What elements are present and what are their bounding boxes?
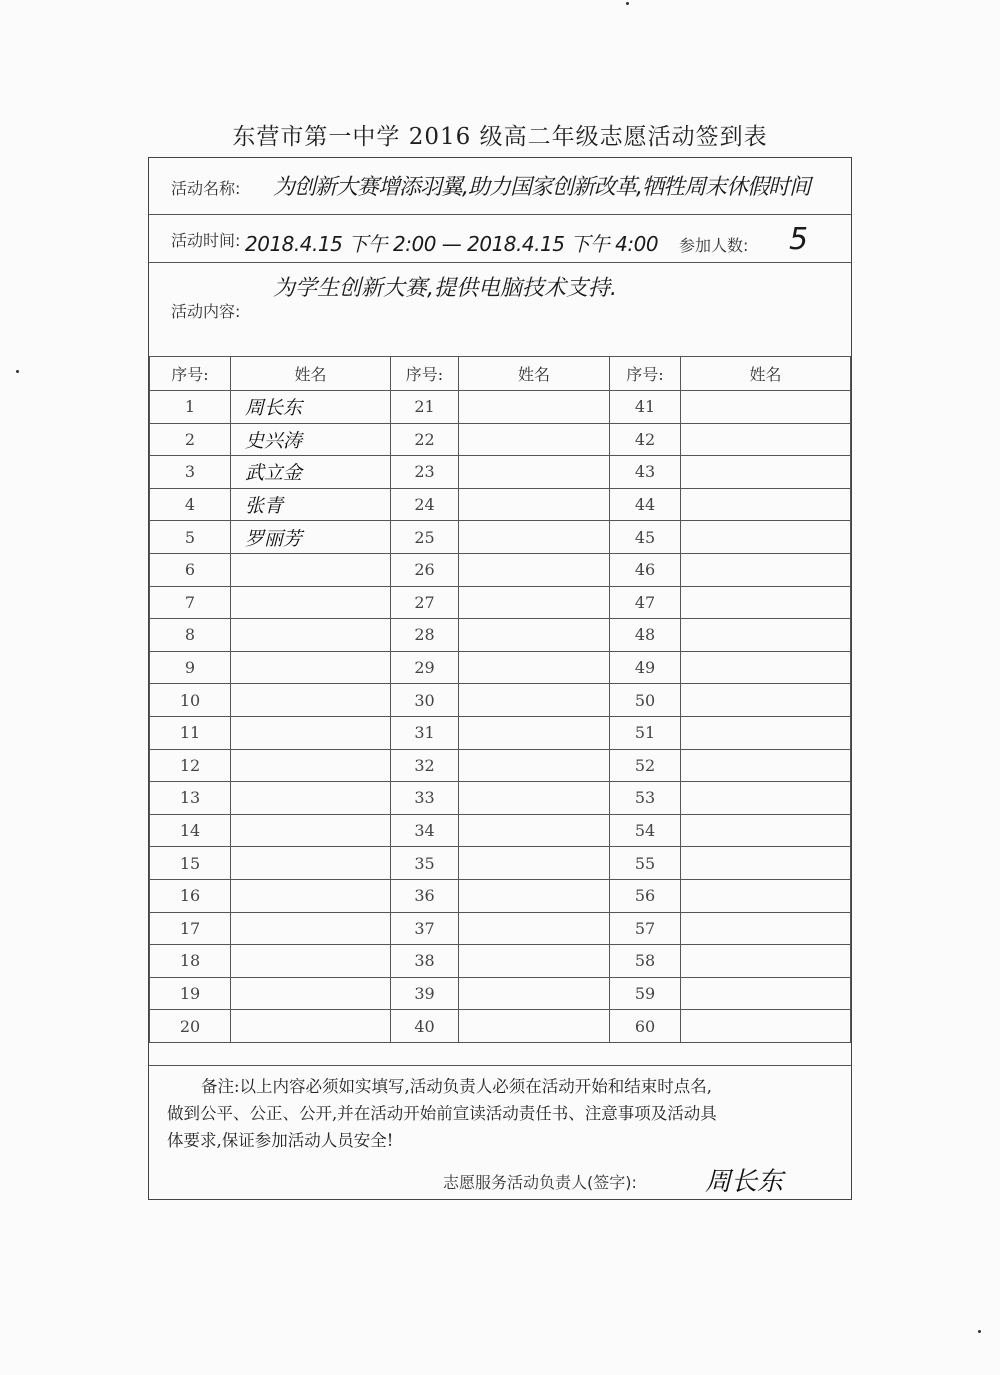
table-row [150,814,851,847]
scan-speck [16,370,19,373]
signed-name [459,787,473,809]
name-cell [459,423,610,456]
name-cell [459,782,610,815]
signed-name [459,657,473,679]
seq-cell: 22 [391,423,459,456]
seq-cell: 50 [610,684,681,717]
header-name: 姓名 [231,357,391,391]
table-header-row [150,357,851,391]
name-cell [681,391,851,424]
signed-name [459,754,473,776]
signed-name [231,950,245,972]
name-cell [459,847,610,880]
seq-cell: 54 [610,814,681,847]
seq-cell: 32 [391,749,459,782]
signed-name [459,950,473,972]
signin-table [149,356,851,1043]
name-cell [231,521,391,554]
name-cell [459,488,610,521]
table-row [150,651,851,684]
table-row [150,1010,851,1043]
name-cell [231,716,391,749]
signed-name [681,494,695,516]
seq-cell: 35 [391,847,459,880]
signed-name [459,461,473,483]
table-row [150,423,851,456]
name-cell [681,814,851,847]
activity-name-value: 为创新大赛增添羽翼,助力国家创新改革,牺牲周末休假时间 [273,175,810,200]
signed-name [231,657,245,679]
seq-cell: 6 [150,553,231,586]
seq-cell: 1 [150,391,231,424]
seq-cell: 29 [391,651,459,684]
signed-name [231,1015,245,1037]
signed-name [231,591,245,613]
participants-value: 5 [789,222,809,257]
table-row [150,782,851,815]
name-cell [231,945,391,978]
seq-cell: 14 [150,814,231,847]
name-cell [459,716,610,749]
scan-speck [978,1330,981,1333]
signed-name [681,461,695,483]
table-row [150,912,851,945]
table-row [150,716,851,749]
seq-cell: 43 [610,456,681,489]
signed-name [459,982,473,1004]
signed-name [459,396,473,418]
seq-cell: 11 [150,716,231,749]
activity-content-value: 为学生创新大赛,提供电脑技术支持. [273,276,617,301]
name-cell [231,391,391,424]
name-cell [459,651,610,684]
name-cell [231,488,391,521]
table-row [150,456,851,489]
name-cell [459,749,610,782]
name-cell [681,488,851,521]
name-cell [681,423,851,456]
seq-cell: 16 [150,879,231,912]
signed-name [459,428,473,450]
name-cell [231,847,391,880]
activity-time-value: 2018.4.15 下午 2:00 — 2018.4.15 下午 4:00 [245,232,659,256]
seq-cell: 24 [391,488,459,521]
name-cell [459,521,610,554]
signed-name [459,494,473,516]
signed-name: 罗丽芳 [245,527,303,550]
table-row [150,879,851,912]
name-cell [231,879,391,912]
signed-name [459,1015,473,1037]
signed-name [681,885,695,907]
table-row [150,749,851,782]
signed-name: 张青 [245,495,284,518]
table-row [150,684,851,717]
signed-name [681,820,695,842]
seq-cell: 49 [610,651,681,684]
signed-name [681,657,695,679]
seq-cell: 2 [150,423,231,456]
seq-cell: 34 [391,814,459,847]
name-cell [681,782,851,815]
name-cell [231,423,391,456]
name-cell [459,456,610,489]
seq-cell: 21 [391,391,459,424]
name-cell [681,912,851,945]
signed-name [459,689,473,711]
table-row [150,521,851,554]
seq-cell: 4 [150,488,231,521]
name-cell [459,945,610,978]
name-cell [231,1010,391,1043]
seq-cell: 53 [610,782,681,815]
name-cell [459,553,610,586]
name-cell [681,521,851,554]
header-seq: 序号: [150,357,231,391]
signed-name [681,1015,695,1037]
seq-cell: 23 [391,456,459,489]
seq-cell: 57 [610,912,681,945]
name-cell [459,879,610,912]
signed-name [681,591,695,613]
name-cell [681,879,851,912]
scan-speck [626,2,629,5]
name-cell [681,749,851,782]
signed-name [459,526,473,548]
seq-cell: 58 [610,945,681,978]
signed-name [681,950,695,972]
seq-cell: 45 [610,521,681,554]
seq-cell: 28 [391,619,459,652]
name-cell [681,456,851,489]
seq-cell: 39 [391,977,459,1010]
notes-line: 做到公平、公正、公开,并在活动开始前宣读活动责任书、注意事项及活动具 [167,1104,717,1123]
seq-cell: 18 [150,945,231,978]
signed-name [681,917,695,939]
name-cell [231,782,391,815]
name-cell [681,945,851,978]
table-row [150,619,851,652]
seq-cell: 40 [391,1010,459,1043]
signed-name [681,559,695,581]
signed-name [681,787,695,809]
signed-name: 周长东 [245,397,303,420]
seq-cell: 36 [391,879,459,912]
seq-cell: 51 [610,716,681,749]
name-cell [459,586,610,619]
name-cell [231,749,391,782]
signin-sheet [148,157,852,1200]
signed-name [681,428,695,450]
signed-name [681,396,695,418]
seq-cell: 59 [610,977,681,1010]
seq-cell: 19 [150,977,231,1010]
table-row [150,553,851,586]
seq-cell: 52 [610,749,681,782]
activity-content-label: 活动内容: [171,302,241,321]
signed-name [231,689,245,711]
signature-label: 志愿服务活动负责人(签字): [443,1173,637,1192]
name-cell [681,1010,851,1043]
name-cell [681,553,851,586]
name-cell [231,619,391,652]
signed-name [231,982,245,1004]
name-cell [231,553,391,586]
name-cell [231,651,391,684]
seq-cell: 30 [391,684,459,717]
signed-name [681,526,695,548]
seq-cell: 60 [610,1010,681,1043]
seq-cell: 5 [150,521,231,554]
signed-name [231,917,245,939]
name-cell [459,391,610,424]
seq-cell: 46 [610,553,681,586]
seq-cell: 56 [610,879,681,912]
signed-name [231,754,245,776]
seq-cell: 27 [391,586,459,619]
signed-name [459,885,473,907]
signed-name [681,624,695,646]
table-row [150,488,851,521]
signed-name [231,624,245,646]
table-row [150,391,851,424]
seq-cell: 26 [391,553,459,586]
table-row [150,586,851,619]
seq-cell: 33 [391,782,459,815]
seq-cell: 48 [610,619,681,652]
table-row [150,847,851,880]
seq-cell: 55 [610,847,681,880]
signed-name [459,591,473,613]
divider [149,262,851,263]
name-cell [459,1010,610,1043]
page-title: 东营市第一中学 2016 级高二年级志愿活动签到表 [232,124,768,150]
signed-name [459,559,473,581]
seq-cell: 41 [610,391,681,424]
signed-name [681,722,695,744]
participants-label: 参加人数: [679,236,749,255]
signed-name [231,787,245,809]
name-cell [459,977,610,1010]
signed-name [681,689,695,711]
header-name: 姓名 [459,357,610,391]
signed-name [231,852,245,874]
seq-cell: 8 [150,619,231,652]
name-cell [681,619,851,652]
activity-time-label: 活动时间: [171,231,241,250]
signed-name [459,917,473,939]
name-cell [231,684,391,717]
notes-line: 体要求,保证参加活动人员安全! [167,1131,394,1150]
signed-name: 武立金 [245,462,303,485]
table-row [150,945,851,978]
seq-cell: 20 [150,1010,231,1043]
name-cell [459,684,610,717]
name-cell [681,716,851,749]
name-cell [459,619,610,652]
name-cell [231,814,391,847]
signed-name [681,852,695,874]
name-cell [681,847,851,880]
seq-cell: 17 [150,912,231,945]
seq-cell: 9 [150,651,231,684]
name-cell [231,586,391,619]
signed-name [459,852,473,874]
name-cell [681,684,851,717]
seq-cell: 15 [150,847,231,880]
header-seq: 序号: [610,357,681,391]
name-cell [681,651,851,684]
signed-name: 史兴涛 [245,429,303,452]
seq-cell: 3 [150,456,231,489]
notes-line: 备注:以上内容必须如实填写,活动负责人必须在活动开始和结束时点名, [201,1077,713,1096]
signed-name [459,624,473,646]
seq-cell: 10 [150,684,231,717]
seq-cell: 37 [391,912,459,945]
signed-name [231,722,245,744]
seq-cell: 47 [610,586,681,619]
signed-name [231,820,245,842]
name-cell [231,912,391,945]
name-cell [459,814,610,847]
activity-name-label: 活动名称: [171,179,241,198]
seq-cell: 7 [150,586,231,619]
name-cell [681,977,851,1010]
seq-cell: 44 [610,488,681,521]
signed-name [459,820,473,842]
signature: 周长东 [705,1167,784,1197]
seq-cell: 12 [150,749,231,782]
notes [149,1065,849,1154]
header-seq: 序号: [391,357,459,391]
table-row [150,977,851,1010]
signed-name [681,982,695,1004]
seq-cell: 38 [391,945,459,978]
seq-cell: 25 [391,521,459,554]
divider [149,214,851,215]
header-name: 姓名 [681,357,851,391]
name-cell [459,912,610,945]
signed-name [231,559,245,581]
seq-cell: 13 [150,782,231,815]
signed-name [231,885,245,907]
name-cell [231,977,391,1010]
signed-name [681,754,695,776]
signed-name [459,722,473,744]
name-cell [681,586,851,619]
seq-cell: 31 [391,716,459,749]
seq-cell: 42 [610,423,681,456]
name-cell [231,456,391,489]
